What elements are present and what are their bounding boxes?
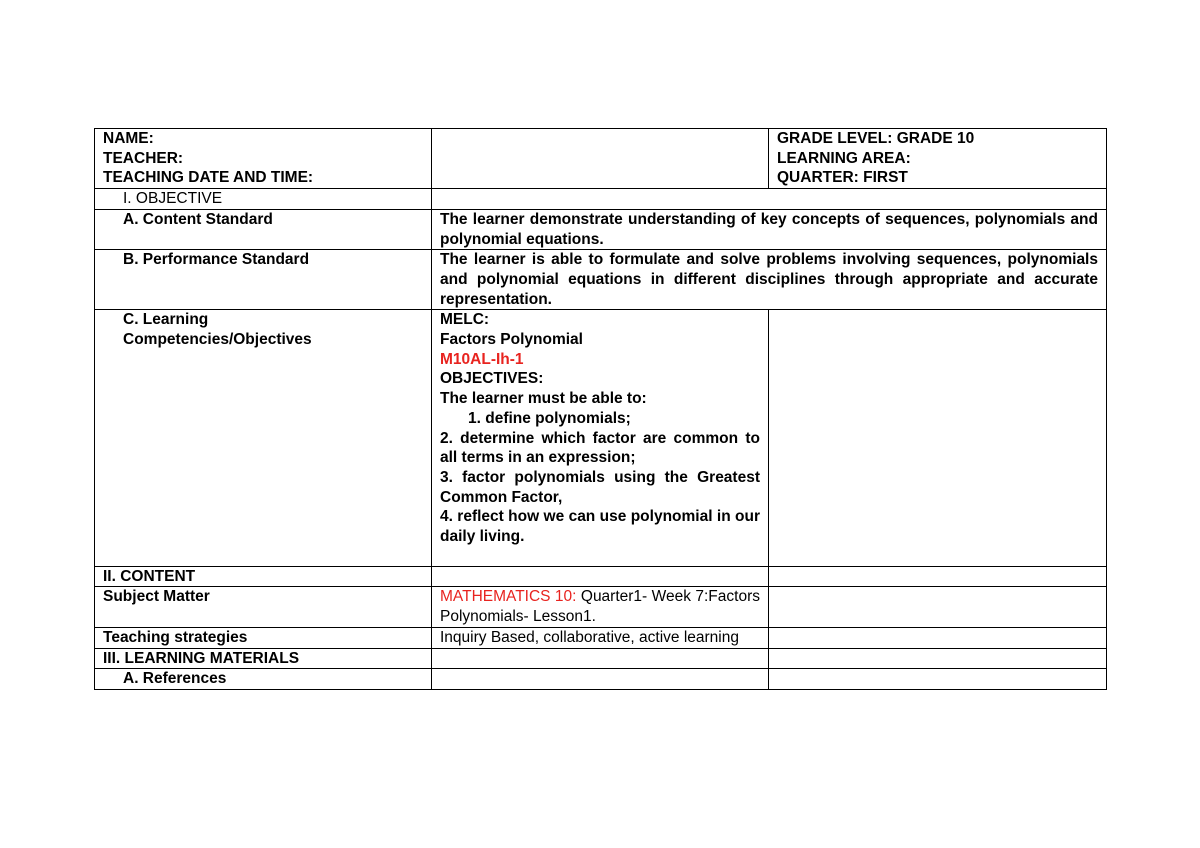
- performance-standard-label: B. Performance Standard: [95, 250, 432, 310]
- teaching-strategies-label: Teaching strategies: [95, 627, 432, 648]
- spacer: [440, 547, 760, 566]
- performance-standard-text: The learner is able to formulate and solve problems involving sequences, polynomials and polynomial equations in different disciplines through appropriate and accurate representation.: [432, 250, 1107, 310]
- header-right-cell: [769, 129, 1107, 189]
- teaching-strategies-row: [95, 627, 1107, 648]
- subject-matter-label: Subject Matter: [95, 587, 432, 627]
- objectives-intro: The learner must be able to:: [440, 390, 647, 408]
- learning-area-label: LEARNING AREA:: [777, 149, 911, 167]
- objective-heading: I. OBJECTIVE: [95, 189, 432, 210]
- subject-matter-blank: [769, 587, 1107, 627]
- competencies-label-cell: [95, 310, 432, 566]
- references-blank-1: [432, 669, 769, 690]
- grade-level-label: GRADE LEVEL: GRADE 10: [777, 130, 975, 147]
- content-standard-text: The learner demonstrate understanding of key concepts of sequences, polynomials and polynomial equations.: [432, 209, 1107, 249]
- references-label: A. References: [95, 669, 432, 690]
- references-blank-2: [769, 669, 1107, 690]
- objective-item: 1. define polynomials;: [468, 409, 631, 427]
- header-row: [95, 129, 1107, 189]
- teaching-strategies-text: Inquiry Based, collaborative, active learning: [432, 627, 769, 648]
- competencies-label-2: Competencies/Objectives: [123, 331, 312, 349]
- content-standard-label: A. Content Standard: [95, 209, 432, 249]
- content-heading-blank-2: [769, 566, 1107, 587]
- subject-matter-rest: Quarter1- Week 7:Factors Polynomials- Lesson1.: [440, 588, 760, 626]
- objectives-label: OBJECTIVES:: [440, 370, 544, 388]
- competencies-content-cell: [432, 310, 769, 566]
- objective-item: 4. reflect how we can use polynomial in our daily living.: [440, 508, 760, 546]
- content-heading-blank-1: [432, 566, 769, 587]
- references-row: [95, 669, 1107, 690]
- subject-matter-text: [432, 587, 769, 627]
- objective-item: 2. determine which factor are common to all terms in an expression;: [440, 429, 760, 467]
- materials-heading-blank-2: [769, 648, 1107, 669]
- objective-item: 3. factor polynomials using the Greatest Common Factor,: [440, 468, 760, 506]
- name-label: NAME:: [103, 130, 154, 147]
- competencies-label-1: C. Learning: [123, 311, 209, 329]
- header-left-cell: [95, 129, 432, 189]
- teaching-strategies-blank: [769, 627, 1107, 648]
- materials-heading-blank-1: [432, 648, 769, 669]
- melc-code: M10AL-Ih-1: [440, 350, 524, 368]
- header-middle-cell: [432, 129, 769, 189]
- objective-heading-blank: [432, 189, 1107, 210]
- subject-matter-red: MATHEMATICS 10:: [440, 588, 577, 606]
- objective-heading-row: [95, 189, 1107, 210]
- performance-standard-row: [95, 250, 1107, 310]
- teacher-label: TEACHER:: [103, 149, 184, 167]
- teaching-date-label: TEACHING DATE AND TIME:: [103, 169, 314, 187]
- competencies-row: [95, 310, 1107, 566]
- competencies-right-blank: [769, 310, 1107, 566]
- melc-label: MELC:: [440, 311, 490, 329]
- content-heading-row: [95, 566, 1107, 587]
- quarter-label: QUARTER: FIRST: [777, 169, 908, 187]
- content-standard-row: [95, 209, 1107, 249]
- melc-title: Factors Polynomial: [440, 331, 583, 349]
- materials-heading-row: [95, 648, 1107, 669]
- materials-heading: III. LEARNING MATERIALS: [95, 648, 432, 669]
- subject-matter-row: [95, 587, 1107, 627]
- daily-lesson-log-table: [94, 128, 1107, 690]
- content-heading: II. CONTENT: [95, 566, 432, 587]
